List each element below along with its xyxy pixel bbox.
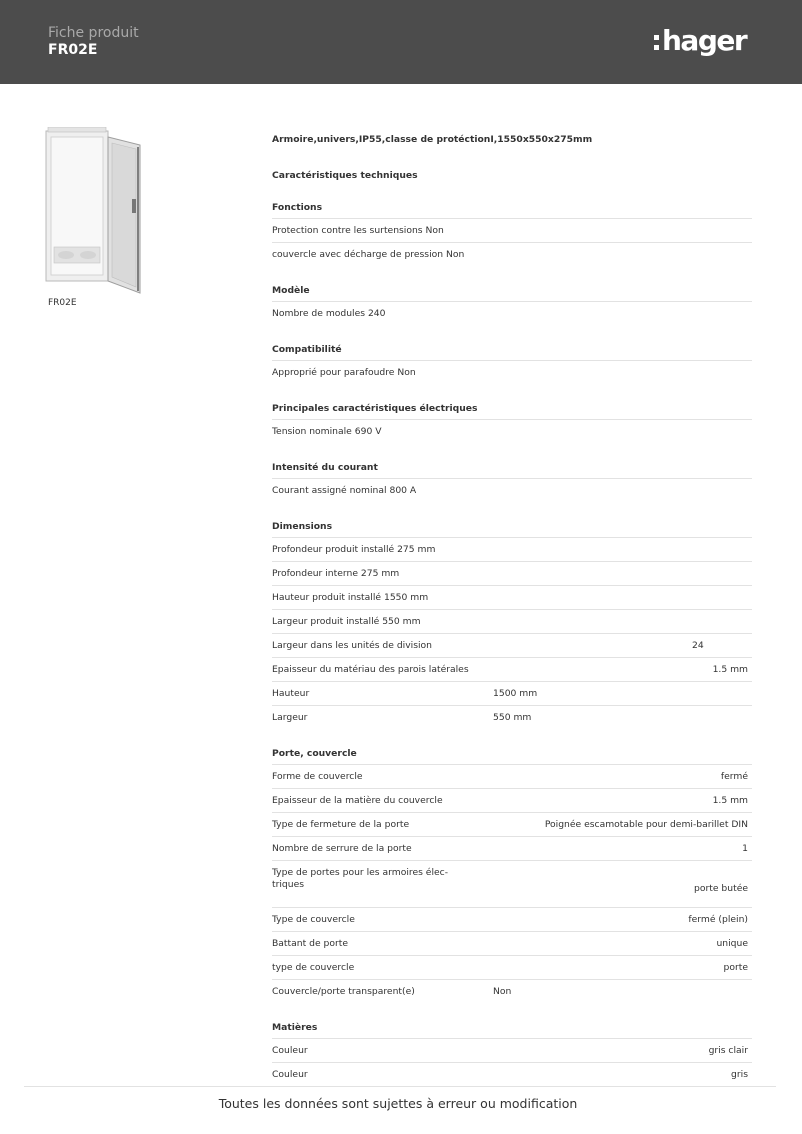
page-header bbox=[0, 0, 802, 84]
spec-label: Largeur bbox=[272, 712, 308, 723]
spec-row bbox=[272, 706, 752, 729]
spec-label: Epaisseur du matériau des parois latérales bbox=[272, 664, 469, 675]
spec-row bbox=[272, 980, 752, 1003]
spec-row: Tension nominale 690 V bbox=[272, 426, 382, 437]
spec-label: Couvercle/porte transparent(e) bbox=[272, 986, 415, 997]
footer-disclaimer: Toutes les données sont sujettes à erreur ou modification bbox=[218, 1096, 578, 1111]
section-compatibilite bbox=[272, 340, 752, 384]
spec-value: 24 bbox=[692, 640, 704, 651]
spec-row: Type de portes pour les armoires élec- triques porte butée bbox=[272, 861, 752, 908]
section-heading: Matières bbox=[272, 1018, 752, 1039]
spec-row bbox=[272, 682, 752, 706]
spec-row: type de couvercle porte bbox=[272, 956, 752, 980]
spec-label: Hauteur bbox=[272, 688, 310, 699]
spec-row: Nombre de modules 240 bbox=[272, 308, 386, 319]
spec-row: Couleur gris clair bbox=[272, 1039, 752, 1063]
logo-wordmark: hager bbox=[662, 24, 747, 57]
spec-row: Battant de porte unique bbox=[272, 932, 752, 956]
product-reference: FR02E bbox=[48, 42, 98, 58]
spec-row: Protection contre les surtensions Non bbox=[272, 219, 752, 243]
spec-value: 1500 mm bbox=[493, 688, 538, 699]
section-electriques bbox=[272, 399, 752, 443]
logo-dots-icon bbox=[654, 35, 659, 50]
section-porte bbox=[272, 744, 752, 1003]
spec-value: 550 mm bbox=[493, 712, 532, 723]
spec-row: Type de couvercle fermé (plein) bbox=[272, 908, 752, 932]
spec-row: Courant assigné nominal 800 A bbox=[272, 485, 417, 496]
spec-row: Largeur produit installé 550 mm bbox=[272, 610, 752, 634]
image-caption: FR02E bbox=[48, 298, 77, 308]
specs-heading: Caractéristiques techniques bbox=[272, 170, 418, 181]
spec-value: 1.5 mm bbox=[712, 664, 748, 675]
section-intensite bbox=[272, 458, 752, 502]
spec-label: Largeur dans les unités de division bbox=[272, 640, 432, 651]
section-dimensions bbox=[272, 517, 752, 729]
doc-type: Fiche produit bbox=[48, 25, 139, 41]
spec-row: Hauteur produit installé 1550 mm bbox=[272, 586, 752, 610]
spec-row: Type de fermeture de la porte Poignée escamotable pour demi-barillet DIN bbox=[272, 813, 752, 837]
section-heading: Principales caractéristiques électriques bbox=[272, 399, 752, 420]
section-fonctions bbox=[272, 198, 752, 266]
spec-row: couvercle avec décharge de pression Non bbox=[272, 249, 465, 260]
spec-row: Epaisseur de la matière du couvercle 1.5 mm bbox=[272, 789, 752, 813]
section-heading: Fonctions bbox=[272, 198, 752, 219]
section-heading: Porte, couvercle bbox=[272, 744, 752, 765]
section-modele bbox=[272, 281, 752, 325]
section-matieres bbox=[272, 1018, 752, 1086]
spec-row: Profondeur produit installé 275 mm bbox=[272, 538, 752, 562]
spec-row: Nombre de serrure de la porte 1 bbox=[272, 837, 752, 861]
section-heading: Dimensions bbox=[272, 517, 752, 538]
section-heading: Modèle bbox=[272, 281, 752, 302]
spec-value: Non bbox=[493, 986, 512, 997]
section-heading: Intensité du courant bbox=[272, 458, 752, 479]
spec-row: Profondeur interne 275 mm bbox=[272, 562, 752, 586]
hager-logo bbox=[654, 24, 746, 58]
footer-divider bbox=[24, 1086, 776, 1087]
spec-row: Approprié pour parafoudre Non bbox=[272, 367, 416, 378]
spec-row bbox=[272, 634, 752, 658]
product-title: Armoire,univers,IP55,classe de protéctionI,1550x550x275mm bbox=[272, 134, 593, 145]
section-heading: Compatibilité bbox=[272, 340, 752, 361]
cabinet-photo-icon bbox=[44, 127, 144, 297]
product-sheet bbox=[272, 133, 752, 1086]
spec-row: Couleur gris bbox=[272, 1069, 748, 1080]
spec-row bbox=[272, 658, 752, 682]
spec-row: Forme de couvercle fermé bbox=[272, 765, 752, 789]
